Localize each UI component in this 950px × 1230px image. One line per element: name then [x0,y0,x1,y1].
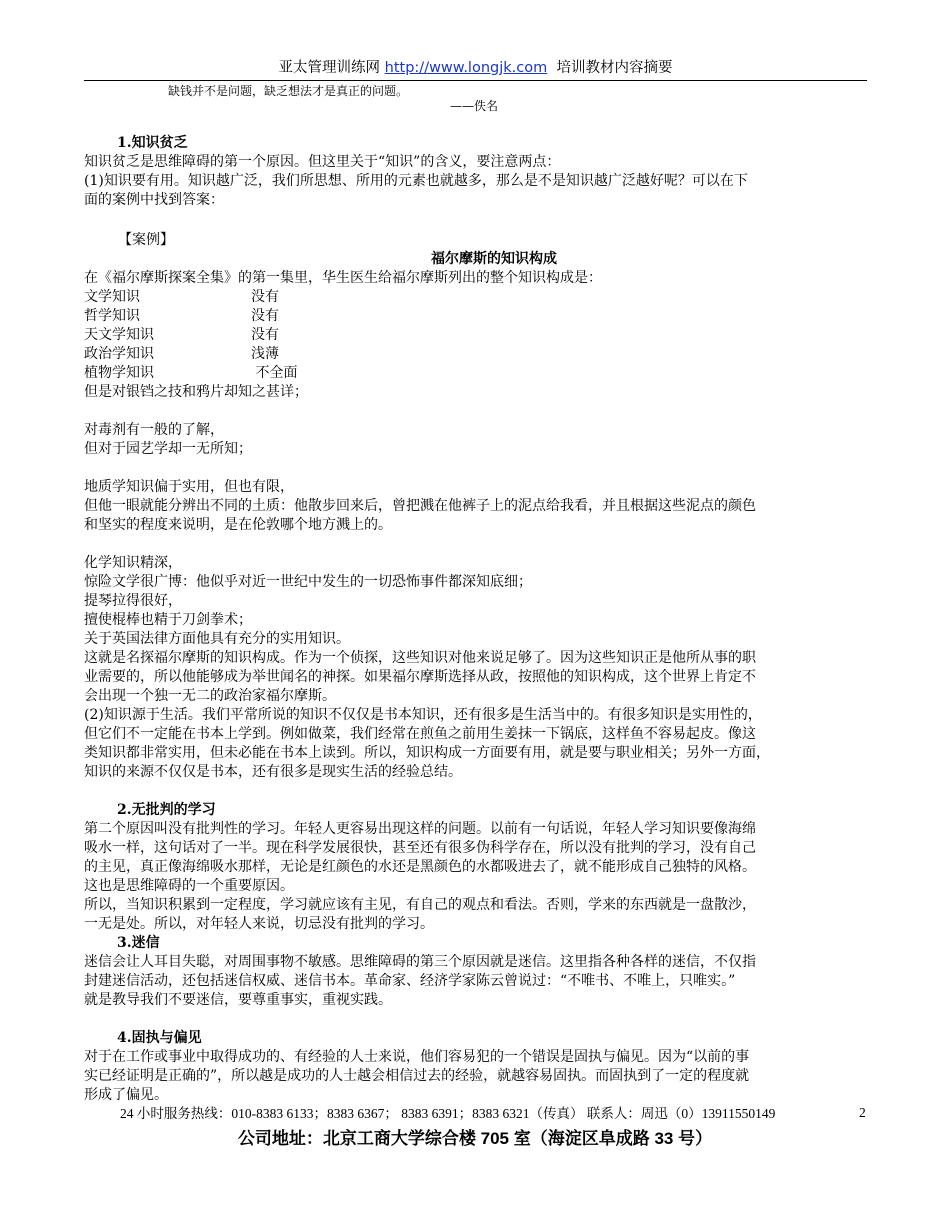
case-line: 化学知识精深， [84,555,182,571]
paragraph: 但它们不一定能在书本上学到。例如做菜，我们经常在煎鱼之前用生姜抹一下锅底，这样鱼不容易起皮。像这 [84,726,756,742]
page-header [84,58,867,81]
paragraph: 这也是思维障碍的一个重要原因。 [84,878,294,894]
case-line: 擅使棍棒也精于刀剑拳术； [84,612,252,628]
knowledge-row [84,326,874,345]
document-body [84,134,874,1105]
page-number: 2 [859,1105,866,1120]
epigraph-attribution: ——佚名 [450,99,499,113]
epigraph-text: 缺钱并不是问题，缺乏想法才是真正的问题。 [168,84,409,98]
case-line: 但是对银铛之技和鸦片却知之甚详； [84,384,308,400]
knowledge-row [84,307,874,326]
section-4-heading: 4.固执与偏见 [117,1030,202,1046]
knowledge-subject: 天文学知识 [84,327,154,343]
knowledge-row [84,345,874,364]
header-subtitle: 培训教材内容摘要 [556,60,673,76]
knowledge-level: 浅薄 [251,346,279,362]
knowledge-level: 不全面 [251,365,298,381]
footer-address: 公司地址：北京工商大学综合楼 705 室（海淀区阜成路 33 号） [237,1129,713,1148]
case-line: 提琴拉得很好， [84,593,182,609]
case-summary: 会出现一个独一无二的政治家福尔摩斯。 [84,688,336,704]
case-summary: 业需要的，所以他能够成为举世闻名的神探。如果福尔摩斯选择从政，按照他的知识构成，这个世界上肯定不 [84,669,756,685]
knowledge-subject: 文学知识 [84,289,140,305]
knowledge-subject: 政治学知识 [84,346,154,362]
footer-hotline: 24 小时服务热线：010-8383 6133；8383 6367； 8383 6391；8383 6321（传真） 联系人：周迅（0）13911550149 [120,1106,776,1121]
knowledge-subject: 植物学知识 [84,365,154,381]
paragraph: 封建迷信活动，还包括迷信权威、迷信书本。革命家、经济学家陈云曾说过：“不唯书、不唯上，只唯实。” [84,973,736,989]
paragraph: 知识的来源不仅仅是书本，还有很多是现实生活的经验总结。 [84,764,462,780]
paragraph: 面的案例中找到答案： [84,192,224,208]
knowledge-subject: 哲学知识 [84,308,140,324]
case-intro: 在《福尔摩斯探案全集》的第一集里，华生医生给福尔摩斯列出的整个知识构成是： [84,270,602,286]
paragraph: 知识贫乏是思维障碍的第一个原因。但这里关于“知识”的含义，要注意两点： [84,154,561,170]
paragraph: 的主见，真正像海绵吸水那样，无论是红颜色的水还是黑颜色的水都吸进去了，就不能形成自己独特的风格。 [84,859,756,875]
case-line: 和坚实的程度来说明，是在伦敦哪个地方溅上的。 [84,517,392,533]
case-line: 关于英国法律方面他具有充分的实用知识。 [84,631,350,647]
case-line: 惊险文学很广博：他似乎对近一世纪中发生的一切恐怖事件都深知底细； [84,574,532,590]
header-site-name: 亚太管理训练网 [278,60,381,76]
paragraph: 迷信会让人耳目失聪，对周围事物不敏感。思维障碍的第三个原因就是迷信。这里指各种各样的迷信，不仅指 [84,954,756,970]
knowledge-row [84,288,874,307]
knowledge-level: 没有 [251,327,279,343]
section-1-heading: 1.知识贫乏 [117,135,188,151]
paragraph: 就是教导我们不要迷信，要尊重事实，重视实践。 [84,992,392,1008]
paragraph: 实已经证明是正确的”，所以越是成功的人士越会相信过去的经验，就越容易固执。而固执到了一定的程度就 [84,1068,750,1084]
case-title: 福尔摩斯的知识构成 [431,251,557,267]
case-line: 地质学知识偏于实用，但也有限， [84,479,294,495]
paragraph: (1)知识要有用。知识越广泛，我们所思想、所用的元素也就越多，那么是不是知识越广泛越好呢？可以在下 [84,173,748,189]
case-line: 但他一眼就能分辨出不同的土质：他散步回来后，曾把溅在他裤子上的泥点给我看，并且根据这些泥点的颜色 [84,498,756,514]
paragraph: 形成了偏见。 [84,1087,168,1103]
case-summary: 这就是名探福尔摩斯的知识构成。作为一个侦探，这些知识对他来说足够了。因为这些知识正是他所从事的职 [84,650,756,666]
header-link[interactable]: http://www.longjk.com [384,60,548,76]
paragraph: 所以，当知识积累到一定程度，学习就应该有主见，有自己的观点和看法。否则，学来的东西就是一盘散沙， [84,897,756,913]
case-line: 但对于园艺学却一无所知； [84,441,252,457]
paragraph: 一无是处。所以，对年轻人来说，切忌没有批判的学习。 [84,916,434,932]
case-label: 【案例】 [118,232,174,248]
paragraph: (2)知识源于生活。我们平常所说的知识不仅仅是书本知识，还有很多是生活当中的。有很多知识是实用性的， [84,707,762,723]
section-3-heading: 3.迷信 [117,935,160,951]
section-2-heading: 2.无批判的学习 [117,802,216,818]
paragraph: 吸水一样，这句话对了一半。现在科学发展很快，甚至还有很多伪科学存在，所以没有批判的学习，没有自己 [84,840,756,856]
knowledge-level: 没有 [251,308,279,324]
case-line: 对毒剂有一般的了解， [84,422,224,438]
knowledge-level: 没有 [251,289,279,305]
paragraph: 类知识都非常实用，但未必能在书本上读到。所以，知识构成一方面要有用，就是要与职业相关；另外一方面， [84,745,770,761]
paragraph: 对于在工作或事业中取得成功的、有经验的人士来说，他们容易犯的一个错误是固执与偏见。因为“以前的事 [84,1049,750,1065]
paragraph: 第二个原因叫没有批判性的学习。年轻人更容易出现这样的问题。以前有一句话说，年轻人学习知识要像海绵 [84,821,756,837]
knowledge-row [84,364,874,383]
